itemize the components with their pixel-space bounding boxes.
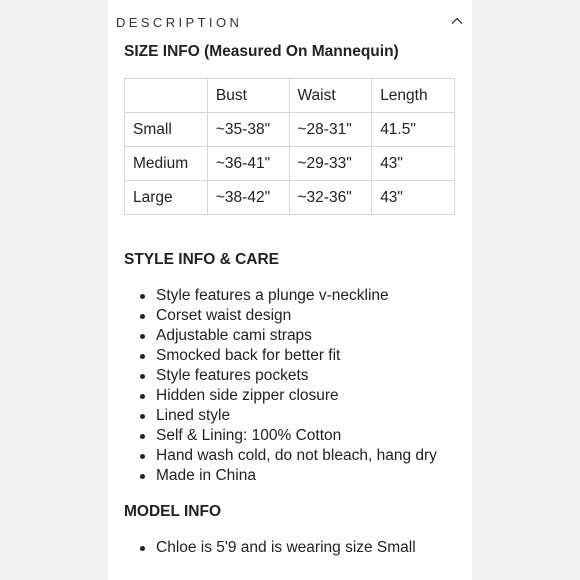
table-cell: 43" <box>372 147 455 181</box>
list-item: Hidden side zipper closure <box>156 386 437 406</box>
style-info-heading: STYLE INFO & CARE <box>124 251 280 268</box>
description-accordion-header[interactable] <box>116 10 472 34</box>
size-info-heading: SIZE INFO (Measured On Mannequin) <box>124 43 399 60</box>
list-item: Style features a plunge v-neckline <box>156 286 437 306</box>
list-item: Self & Lining: 100% Cotton <box>156 426 437 446</box>
table-cell: 41.5" <box>372 113 455 147</box>
left-margin <box>0 0 108 580</box>
table-cell: Medium <box>125 147 208 181</box>
list-item: Lined style <box>156 406 437 426</box>
right-margin <box>472 0 580 580</box>
table-header-cell: Bust <box>207 79 289 113</box>
table-row <box>125 147 455 181</box>
list-item: Made in China <box>156 466 437 486</box>
description-title: DESCRIPTION <box>116 14 243 30</box>
table-cell: Small <box>125 113 208 147</box>
table-cell: 43" <box>372 181 455 215</box>
model-info-heading: MODEL INFO <box>124 503 222 520</box>
table-cell: ~32-36" <box>289 181 372 215</box>
table-cell: ~28-31" <box>289 113 372 147</box>
table-header-cell: Length <box>372 79 455 113</box>
table-row <box>125 181 455 215</box>
table-cell: ~36-41" <box>207 147 289 181</box>
list-item: Chloe is 5'9 and is wearing size Small <box>156 539 416 556</box>
style-info-list <box>156 286 437 486</box>
size-table <box>124 78 455 215</box>
list-item: Corset waist design <box>156 306 437 326</box>
table-header-cell: Waist <box>289 79 372 113</box>
table-cell: ~35-38" <box>207 113 289 147</box>
list-item: Smocked back for better fit <box>156 346 437 366</box>
list-item: Hand wash cold, do not bleach, hang dry <box>156 447 437 464</box>
list-item: Adjustable cami straps <box>156 326 437 346</box>
table-header-row <box>125 79 455 113</box>
list-item: Style features pockets <box>156 366 437 386</box>
model-info-list <box>156 538 416 558</box>
table-header-cell <box>125 79 208 113</box>
table-row <box>125 113 455 147</box>
description-panel <box>108 0 472 580</box>
table-cell: ~29-33" <box>289 147 372 181</box>
table-cell: Large <box>125 181 208 215</box>
chevron-up-icon[interactable] <box>450 14 464 28</box>
table-cell: ~38-42" <box>207 181 289 215</box>
